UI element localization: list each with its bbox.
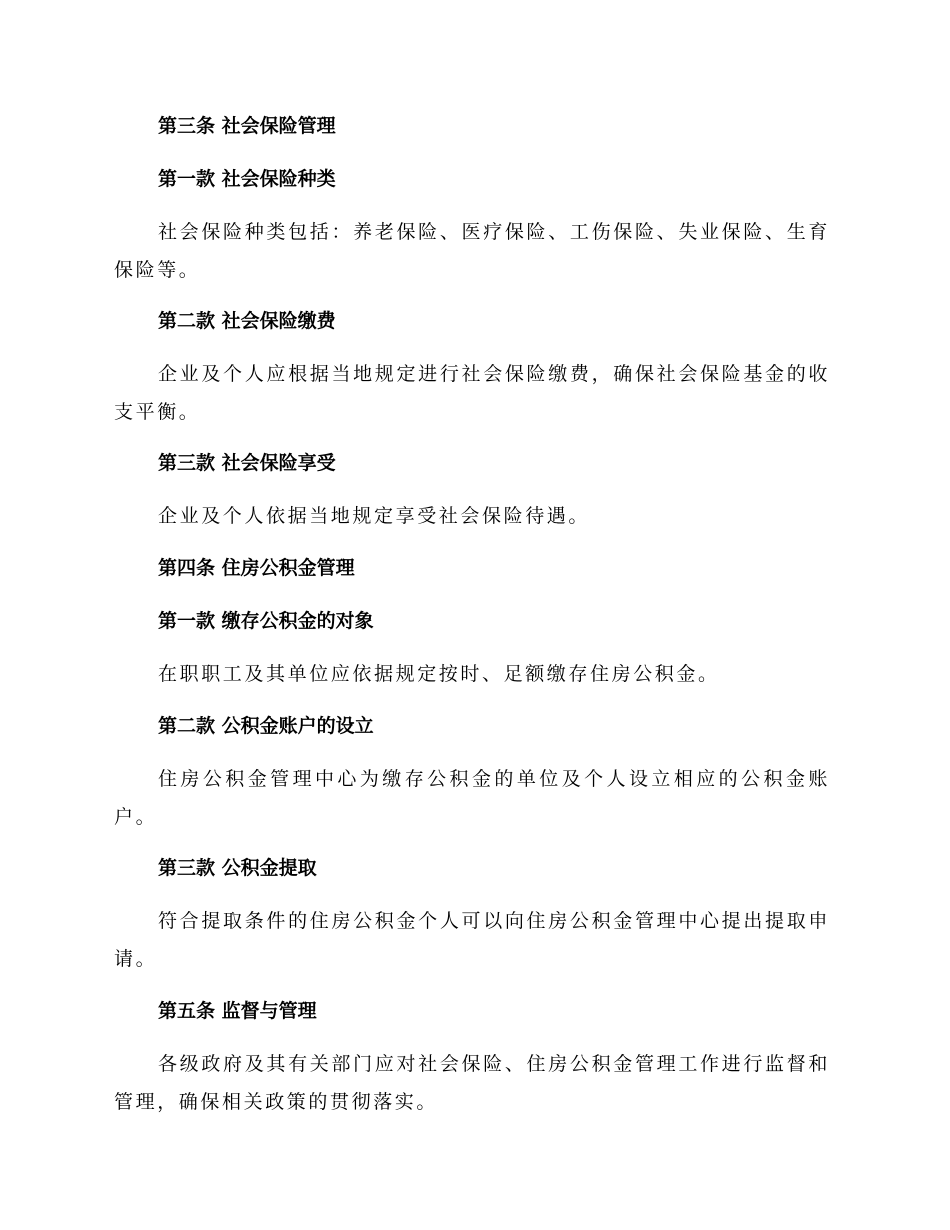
article-5-paragraph: 各级政府及其有关部门应对社会保险、住房公积金管理工作进行监督和管理，确保相关政策的贯彻落实。 xyxy=(114,1053,830,1113)
article-4-clause-3-heading: 第三款 公积金提取 xyxy=(158,857,317,879)
article-3-clause-2-paragraph: 企业及个人应根据当地规定进行社会保险缴费，确保社会保险基金的收支平衡。 xyxy=(114,363,830,423)
article-4-clause-3-paragraph: 符合提取条件的住房公积金个人可以向住房公积金管理中心提出提取申请。 xyxy=(114,910,830,970)
article-3-clause-1-paragraph: 社会保险种类包括：养老保险、医疗保险、工伤保险、失业保险、生育保险等。 xyxy=(114,221,830,281)
article-4-clause-1-heading: 第一款 缴存公积金的对象 xyxy=(158,610,374,632)
article-3-heading: 第三条 社会保险管理 xyxy=(158,115,336,137)
article-3-clause-3-paragraph: 企业及个人依据当地规定享受社会保险待遇。 xyxy=(158,505,591,527)
article-3-clause-2-heading: 第二款 社会保险缴费 xyxy=(158,310,336,332)
article-4-heading: 第四条 住房公积金管理 xyxy=(158,557,355,579)
article-3-clause-1-heading: 第一款 社会保险种类 xyxy=(158,168,336,190)
article-5-heading: 第五条 监督与管理 xyxy=(158,1000,317,1022)
article-3-clause-3-heading: 第三款 社会保险享受 xyxy=(158,452,336,474)
article-4-clause-1-paragraph: 在职职工及其单位应依据规定按时、足额缴存住房公积金。 xyxy=(158,663,720,685)
article-4-clause-2-paragraph: 住房公积金管理中心为缴存公积金的单位及个人设立相应的公积金账户。 xyxy=(114,768,830,828)
article-4-clause-2-heading: 第二款 公积金账户的设立 xyxy=(158,715,374,737)
